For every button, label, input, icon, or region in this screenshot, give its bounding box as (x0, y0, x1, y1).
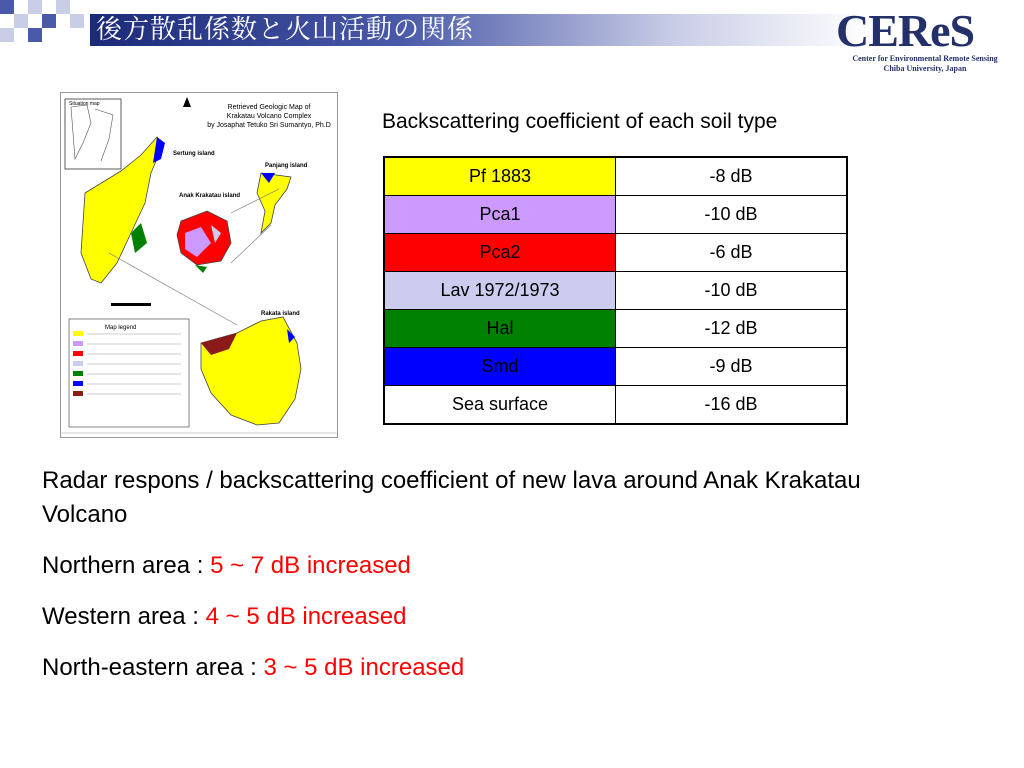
finding-change: 3 ~ 5 dB increased (263, 654, 465, 681)
backscatter-value-cell: -12 dB (616, 310, 848, 348)
table-row (384, 348, 847, 386)
ceres-logo (828, 6, 1018, 76)
map-drawing (61, 93, 338, 438)
decor-square (42, 14, 56, 28)
decor-square (70, 14, 84, 28)
anak-hal-area (195, 265, 207, 273)
legend-swatch (73, 361, 83, 366)
legend-swatch (73, 331, 83, 336)
backscatter-value-cell: -16 dB (616, 386, 848, 425)
intro-paragraph: Radar respons / backscattering coefficient of new lava around Anak Krakatau Volcano (42, 467, 861, 528)
map-title: Retrieved Geologic Map of Krakatau Volcano Complex by Josaphat Tetuko Sri Sumantyo, Ph.D (207, 104, 331, 129)
legend-title: Map legend (105, 325, 137, 331)
finding-area: Western area : (42, 603, 206, 630)
soil-type-cell: Pca1 (384, 196, 616, 234)
geologic-map-figure (60, 92, 338, 438)
table-row (384, 157, 847, 196)
label-panjang: Panjang island (265, 163, 308, 169)
decor-square (28, 0, 42, 14)
backscatter-value-cell: -10 dB (616, 196, 848, 234)
decor-square (28, 28, 42, 42)
logo-wordmark: CEReS (836, 5, 975, 56)
finding-area: North-eastern area : (42, 654, 264, 681)
decor-square (0, 0, 14, 14)
legend-swatch (73, 391, 83, 396)
soil-type-cell: Hal (384, 310, 616, 348)
inset-label: Situation map (69, 101, 100, 107)
label-rakata: Rakata island (261, 311, 300, 317)
slide-title: 後方散乱係数と火山活動の関係 (96, 15, 475, 45)
label-sertung: Sertung island (173, 151, 215, 157)
backscatter-value-cell: -6 dB (616, 234, 848, 272)
soil-type-cell: Pf 1883 (384, 157, 616, 196)
rakata-island (201, 317, 301, 425)
finding-western (42, 600, 406, 634)
finding-change: 4 ~ 5 dB increased (205, 603, 407, 630)
table-caption: Backscattering coefficient of each soil type (382, 110, 778, 133)
decor-square (0, 28, 14, 42)
connector-line (109, 253, 237, 325)
soil-type-cell: Pca2 (384, 234, 616, 272)
table-row (384, 196, 847, 234)
legend-swatch (73, 351, 83, 356)
logo-subtitle: Center for Environmental Remote Sensing (852, 54, 998, 63)
finding-northern (42, 549, 411, 583)
soil-type-cell: Sea surface (384, 386, 616, 425)
backscatter-value-cell: -10 dB (616, 272, 848, 310)
table-row (384, 272, 847, 310)
backscatter-table (383, 156, 848, 425)
panjang-island (257, 173, 291, 233)
table-row (384, 234, 847, 272)
backscatter-value-cell: -8 dB (616, 157, 848, 196)
logo-affiliation: Chiba University, Japan (883, 64, 967, 73)
soil-type-cell: Smd (384, 348, 616, 386)
backscatter-value-cell: -9 dB (616, 348, 848, 386)
label-anak-krakatau: Anak Krakatau island (179, 193, 241, 199)
legend-swatch (73, 381, 83, 386)
decor-square (56, 0, 70, 14)
finding-north-eastern (42, 651, 464, 685)
table-row (384, 386, 847, 425)
north-arrow-icon (183, 97, 191, 107)
soil-type-cell: Lav 1972/1973 (384, 272, 616, 310)
connector-line (231, 225, 271, 263)
finding-change: 5 ~ 7 dB increased (210, 552, 411, 579)
scale-bar (111, 303, 151, 306)
inset-map (65, 99, 121, 169)
decor-square (14, 14, 28, 28)
map-legend-box (69, 319, 189, 427)
finding-area: Northern area : (42, 552, 211, 579)
legend-swatch (73, 341, 83, 346)
legend-swatch (73, 371, 83, 376)
table-row (384, 310, 847, 348)
